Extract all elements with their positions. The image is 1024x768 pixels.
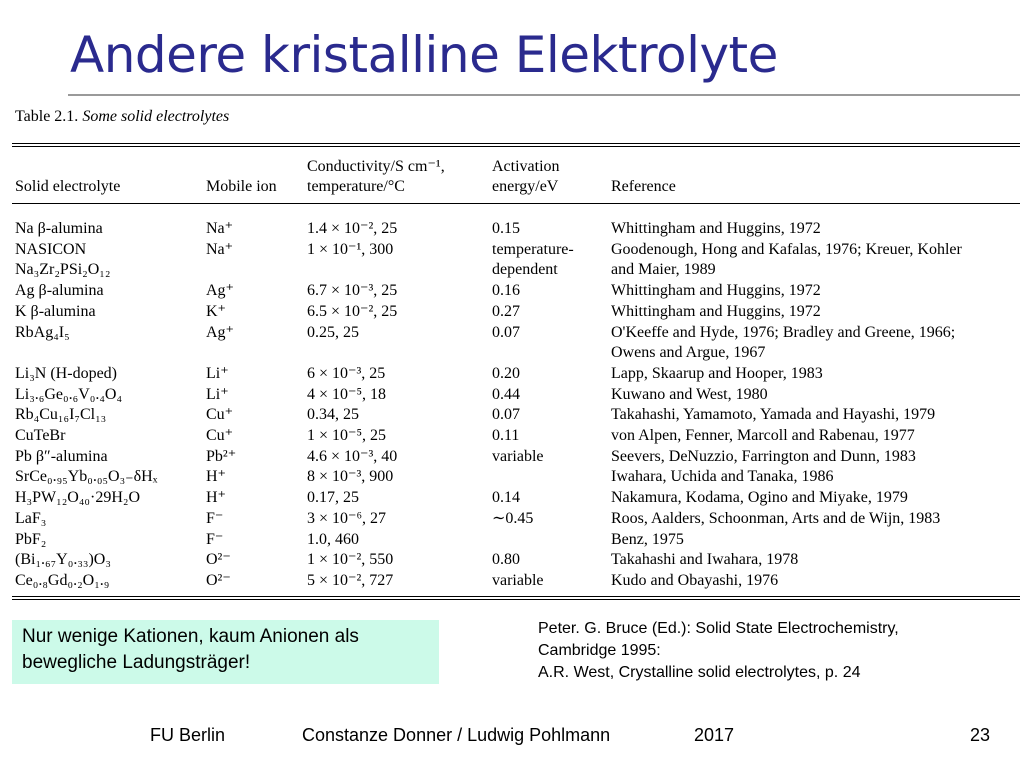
cell-electrolyte: SrCe₀.₉₅Yb₀.₀₅O₃₋δHₓ: [15, 468, 158, 486]
cell-reference: Kudo and Obayashi, 1976: [611, 571, 779, 589]
table-caption-text: Some solid electrolytes: [82, 108, 230, 125]
cell-conductivity: 1.4 × 10⁻², 25: [307, 220, 398, 237]
cell-conductivity: 0.17, 25: [307, 489, 359, 507]
cell-reference: Owens and Argue, 1967: [611, 344, 766, 362]
cell-reference: and Maier, 1989: [611, 261, 716, 279]
footer-year: 2017: [694, 725, 735, 745]
source-line-1: Peter. G. Bruce (Ed.): Solid State Electrochemistry,: [538, 620, 899, 637]
cell-ion: F⁻: [206, 530, 224, 548]
cell-conductivity: 1.0, 460: [307, 530, 359, 548]
cell-ion: Pb²⁺: [206, 447, 237, 465]
cell-conductivity: 5 × 10⁻², 727: [307, 571, 394, 589]
cell-electrolyte: RbAg₄I₅: [15, 323, 70, 341]
cell-conductivity: 4.6 × 10⁻³, 40: [307, 447, 398, 465]
cell-activation: ∼0.45: [492, 509, 534, 527]
header-ion: Mobile ion: [206, 178, 277, 195]
note-box: Nur wenige Kationen, kaum Anionen als bewegliche Ladungsträger!: [12, 620, 439, 684]
cell-reference: Whittingham and Huggins, 1972: [611, 302, 821, 320]
table-top-rule: [12, 143, 1020, 144]
cell-ion: Cu⁺: [206, 427, 234, 444]
cell-electrolyte: Na₃Zr₂PSi₂O₁₂: [15, 261, 111, 279]
cell-reference: Goodenough, Hong and Kafalas, 1976; Kreuer, Kohler: [611, 240, 962, 258]
cell-reference: Roos, Aalders, Schoonman, Arts and de Wijn, 1983: [611, 509, 941, 527]
source-line-2: Cambridge 1995:: [538, 642, 661, 659]
header-reference: Reference: [611, 178, 676, 195]
cell-activation: 0.11: [492, 427, 520, 444]
cell-electrolyte: PbF₂: [15, 530, 47, 548]
cell-activation: 0.15: [492, 220, 520, 237]
cell-electrolyte: Ce₀.₈Gd₀.₂O₁.₉: [15, 571, 110, 589]
cell-activation: 0.07: [492, 406, 520, 424]
table-caption: [15, 108, 229, 126]
footer-authors: Constanze Donner / Ludwig Pohlmann: [302, 725, 611, 745]
source-line-3: A.R. West, Crystalline solid electrolytes, p. 24: [538, 664, 861, 681]
header-conductivity-1: Conductivity/S cm⁻¹,: [307, 158, 445, 175]
cell-electrolyte: Ag β-alumina: [15, 282, 104, 300]
cell-conductivity: 1 × 10⁻⁵, 25: [307, 427, 387, 444]
table-bottom-rule-2: [12, 599, 1020, 600]
cell-ion: H⁺: [206, 468, 226, 486]
cell-reference: Iwahara, Uchida and Tanaka, 1986: [611, 468, 834, 486]
cell-reference: Whittingham and Huggins, 1972: [611, 220, 821, 237]
cell-reference: Nakamura, Kodama, Ogino and Miyake, 1979: [611, 489, 908, 507]
header-conductivity-2: temperature/°C: [307, 178, 405, 195]
cell-ion: O²⁻: [206, 571, 231, 589]
cell-activation: 0.16: [492, 282, 520, 300]
header-rule: [12, 203, 1020, 204]
cell-electrolyte: (Bi₁.₆₇Y₀.₃₃)O₃: [15, 551, 111, 569]
cell-activation: 0.80: [492, 551, 520, 569]
source-citation: [538, 618, 899, 684]
cell-electrolyte: Li₃.₆Ge₀.₆V₀.₄O₄: [15, 385, 123, 403]
cell-activation: dependent: [492, 261, 558, 279]
cell-conductivity: 6.7 × 10⁻³, 25: [307, 282, 398, 300]
cell-reference: Benz, 1975: [611, 530, 684, 548]
table-label: Table 2.1.: [15, 108, 79, 125]
table-bottom-rule: [12, 596, 1020, 597]
cell-conductivity: 0.34, 25: [307, 406, 359, 424]
cell-electrolyte: NASICON: [15, 240, 87, 258]
cell-electrolyte: H₃PW₁₂O₄₀·29H₂O: [15, 489, 141, 507]
cell-reference: Lapp, Skaarup and Hooper, 1983: [611, 364, 823, 382]
table-top-rule-2: [12, 146, 1020, 147]
cell-conductivity: 6.5 × 10⁻², 25: [307, 302, 398, 320]
cell-ion: Ag⁺: [206, 282, 234, 300]
cell-conductivity: 3 × 10⁻⁶, 27: [307, 509, 387, 527]
cell-ion: Li⁺: [206, 385, 229, 403]
header-electrolyte: Solid electrolyte: [15, 178, 121, 195]
cell-ion: F⁻: [206, 509, 224, 527]
cell-conductivity: 8 × 10⁻³, 900: [307, 468, 394, 486]
cell-activation: variable: [492, 447, 544, 465]
cell-conductivity: 1 × 10⁻¹, 300: [307, 240, 394, 258]
cell-electrolyte: LaF₃: [15, 509, 47, 527]
cell-electrolyte: Pb β″-alumina: [15, 447, 108, 465]
footer-org: FU Berlin: [150, 725, 226, 745]
cell-activation: variable: [492, 571, 544, 589]
cell-activation: temperature-: [492, 240, 574, 258]
cell-electrolyte: CuTeBr: [15, 427, 66, 444]
cell-electrolyte: K β-alumina: [15, 302, 96, 320]
cell-reference: Whittingham and Huggins, 1972: [611, 282, 821, 300]
cell-ion: Li⁺: [206, 364, 229, 382]
cell-activation: 0.20: [492, 364, 520, 382]
cell-ion: Na⁺: [206, 220, 234, 237]
cell-reference: Seevers, DeNuzzio, Farrington and Dunn, 1983: [611, 447, 916, 465]
cell-conductivity: 4 × 10⁻⁵, 18: [307, 385, 387, 403]
header-activation-2: energy/eV: [492, 178, 559, 195]
cell-electrolyte: Rb₄Cu₁₆I₇Cl₁₃: [15, 406, 107, 424]
cell-reference: Kuwano and West, 1980: [611, 385, 768, 403]
cell-activation: 0.44: [492, 385, 520, 403]
cell-conductivity: 6 × 10⁻³, 25: [307, 364, 386, 382]
cell-electrolyte: Na β-alumina: [15, 220, 103, 237]
title-divider: [68, 94, 1020, 96]
cell-ion: Na⁺: [206, 240, 234, 258]
cell-conductivity: 0.25, 25: [307, 323, 359, 341]
header-activation-1: Activation: [492, 158, 560, 175]
cell-activation: 0.14: [492, 489, 520, 507]
cell-conductivity: 1 × 10⁻², 550: [307, 551, 394, 569]
cell-ion: K⁺: [206, 302, 226, 320]
cell-ion: Cu⁺: [206, 406, 234, 424]
cell-reference: Takahashi, Yamamoto, Yamada and Hayashi, 1979: [611, 406, 936, 424]
cell-reference: Takahashi and Iwahara, 1978: [611, 551, 799, 569]
slide-title: Andere kristalline Elektrolyte: [70, 26, 778, 84]
cell-electrolyte: Li₃N (H-doped): [15, 364, 117, 382]
cell-ion: Ag⁺: [206, 323, 234, 341]
footer-page-number: 23: [970, 725, 991, 745]
cell-reference: von Alpen, Fenner, Marcoll and Rabenau, 1977: [611, 427, 915, 444]
cell-reference: O'Keeffe and Hyde, 1976; Bradley and Greene, 1966;: [611, 323, 956, 341]
cell-activation: 0.07: [492, 323, 520, 341]
cell-ion: O²⁻: [206, 551, 231, 569]
cell-ion: H⁺: [206, 489, 226, 507]
cell-activation: 0.27: [492, 302, 520, 320]
